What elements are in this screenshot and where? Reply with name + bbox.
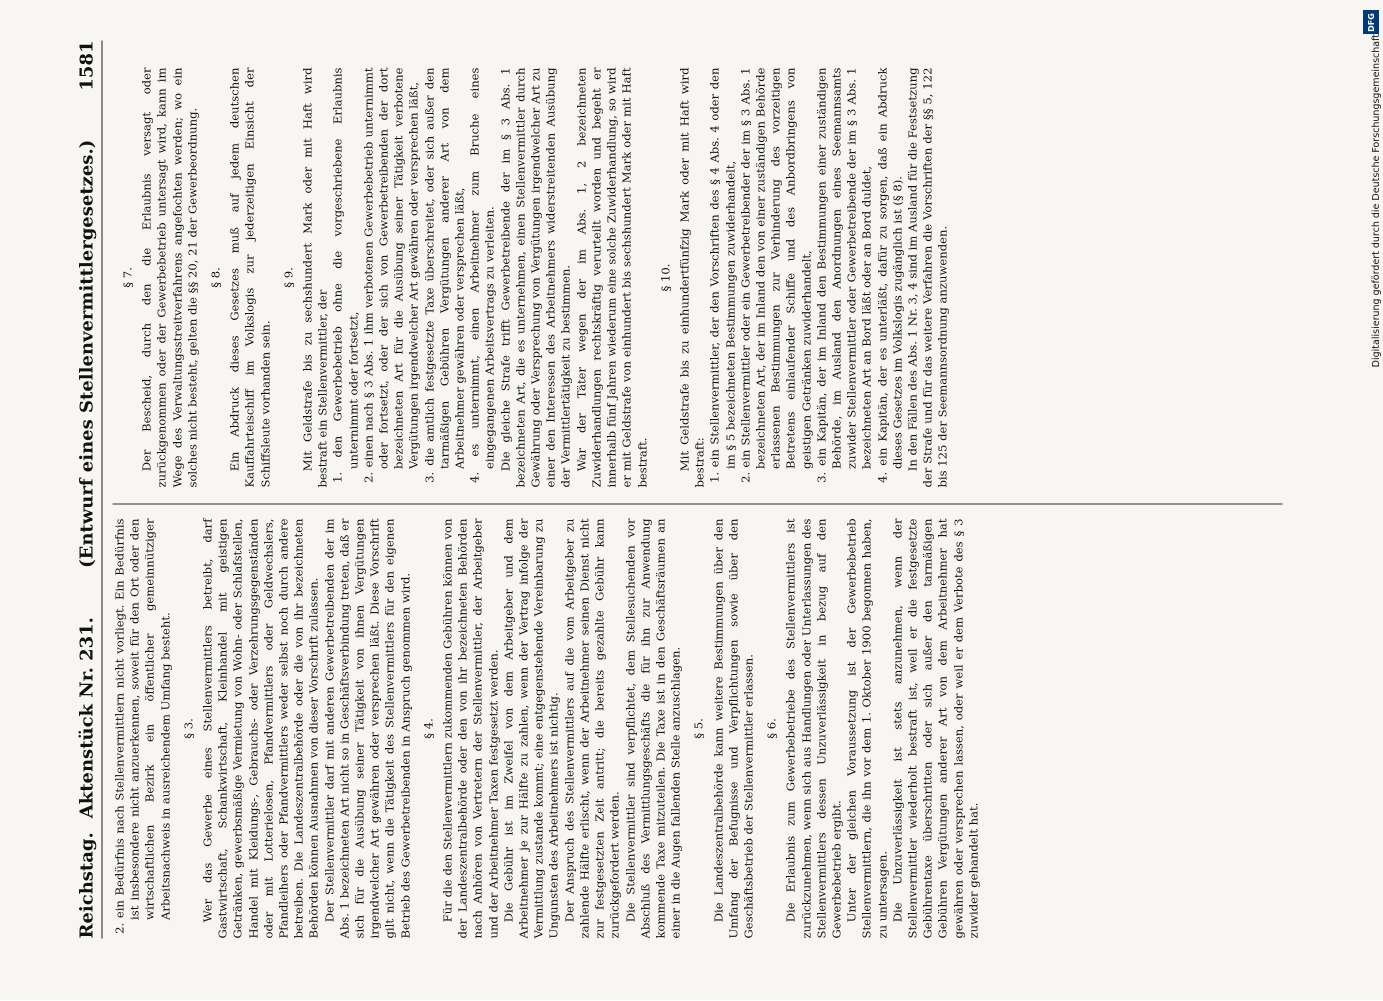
header-chamber: Reichstag. [76, 832, 98, 939]
dfg-logo: DFG [1363, 10, 1379, 34]
paragraph: Die Stellenvermittler sind verpflichtet, dem Stellesuchenden vor Abschluß des Vermittlungsgeschäfts die für ihn zur Anwendung kommende Taxe mitzuteilen. Die Taxe ist in den Geschäftsräumen an einer in die Augen fallenden Stelle anzuschlagen. [623, 518, 683, 939]
paragraph: Unter der gleichen Voraussetzung ist der Gewerbebetrieb Stellenvermittlern, die ihn vor dem 1. Oktober 1900 begonnen haben, zu untersagen. [844, 518, 890, 939]
list-item: 1. den Gewerbebetrieb ohne die vorgeschriebene Erlaubnis unternimmt oder fortsetzt, [330, 67, 361, 483]
page-number: 1581 [76, 40, 98, 91]
paragraph: Mit Geldstrafe bis zu sechshundert Mark oder mit Haft wird bestraft ein Stellenvermittler, der [300, 67, 330, 488]
section-heading: § 3. [181, 718, 196, 739]
list-item: 3. die amtlich festgesetzte Taxe überschreitet, oder sich außer den tarmäßigen Gebühren Vergütungen anderer Art von dem Arbeitnehmer gewähren oder versprechen läßt, [422, 67, 467, 483]
section-heading: § 8. [208, 267, 223, 288]
digitization-notice: Digitalisierung gefördert durch die Deutsche Forschungsgemeinschaft [1371, 34, 1382, 368]
list-item: 4. ein Kapitän, der es unterläßt, dafür zu sorgen, daß ein Abdruck dieses Gesetzes im Volkslogis zugänglich ist (§ 8). [875, 67, 905, 483]
paragraph: Die Erlaubnis zum Gewerbebetriebe des Stellenvermittlers ist zurückzunehmen, wenn sich aus Handlungen oder Unterlassungen des Stellenvermittlers dessen Unzuverlässigkeit in bezug auf den Gewerbebetrieb ergibt. [783, 518, 844, 939]
paragraph: Die Unzuverlässigkeit ist stets anzunehmen, wenn der Stellenvermittler wiederholt bestraft ist, weil er die festgesetzte Gebührentaxe überschritten oder sich außer den tarmäßigen Gebühren Vergütungen anderer Art von dem Arbeitnehmer hat gewähren oder versprechen lassen, oder weil er dem Verbote des § 3 zuwider gehandelt hat. [890, 518, 981, 939]
list-item: 1. ein Stellenvermittler, der den Vorschriften des § 4 Abs. 4 oder den im § 5 bezeichneten Bestimmungen zuwiderhandelt, [707, 67, 738, 483]
paragraph: Ein Abdruck dieses Gesetzes muß auf jedem deutschen Kauffahrteischiff im Volkslogis zur jederzeitigen Einsicht der Schiffsleute vorhanden sein. [227, 67, 273, 488]
section-heading: § 6. [764, 718, 779, 739]
paragraph: Der Stellenvermittler darf mit anderen Gewerbetreibenden der im Abs. 1 bezeichneten Art nicht so in Geschäftsverbindung treten, daß er sich für die Ausübung seiner Tätigkeit von ihnen Vergütungen irgendwelcher Art gewähren oder versprechen läßt. Diese Vorschrift gilt nicht, wenn die Tätigkeit des Stellenvermittlers für den eigenen Betrieb des Gewerbetreibenden in Anspruch genommen wird. [322, 518, 413, 939]
paragraph: In den Fällen des Abs. 1 Nr. 3, 4 sind im Ausland für die Festsetzung der Strafe und für das weitere Verfahren die Vorschriften der §§ 5, 122 bis 125 der Seemannsordnung anzuwenden. [905, 67, 950, 488]
list-item: 3. ein Kapitän, der im Inland den Bestimmungen einer zuständigen Behörde, im Ausland den Anordnungen eines Seemannsamts zuwider Stellenvermittler oder Gewerbetreibende der im § 3 Abs. 1 bezeichneten Art an Bord läßt oder an Bord duldet, [814, 67, 874, 483]
paragraph: Die Landeszentralbehörde kann weitere Bestimmungen über den Umfang der Befugnisse und Verpflichtungen sowie über den Geschäftsbetrieb der Stellenvermittler erlassen. [711, 518, 756, 939]
paragraph: Wer das Gewerbe eines Stellenvermittlers betreibt, darf Gastwirtschaft, Schankwirtschaft, Kleinhandel mit geistigen Getränken, gewerbsmäßige Vermietung von Wohn- oder Schlafstellen, Handel mit Kleidungs-, Gebrauchs- oder Verzehrungsgegenständen oder mit Lotterielosen, Pfandvermittlers oder Geldwechslers, Pfandleihers oder Pfandvermittlers weder selbst noch durch andere betreiben. Die Landeszentralbehörde oder die von ihr bezeichneten Behörden können Ausnahmen von dieser Vorschrift zulassen. [200, 518, 321, 939]
list-item: 2. einen nach § 3 Abs. 1 ihm verbotenen Gewerbebetrieb unternimmt oder fortsetzt, oder der sich von Gewerbetreibenden der dort bezeichneten Art für die Ausübung seiner Tätigkeit verbotene Vergütungen irgendwelcher Art gewähren oder versprechen läßt, [361, 67, 421, 483]
paragraph: War der Täter wegen der im Abs. 1, 2 bezeichneten Zuwiderhandlungen rechtskräftig verurteilt worden und begeht er innerhalb fünf Jahren wiederum eine solche Zuwiderhandlung, so wird er mit Geldstrafe von einhundert bis sechshundert Mark oder mit Haft bestraft. [574, 67, 649, 488]
section-heading: § 5. [691, 718, 706, 739]
section-heading: § 9. [281, 267, 296, 288]
section-heading: § 7. [120, 267, 135, 288]
paragraph: Die Gebühr ist im Zweifel von dem Arbeitgeber und dem Arbeitnehmer je zur Hälfte zu zahlen, wenn der Vertrag infolge der Vermittlung zustande kommt; eine entgegenstehende Vereinbarung zu Ungunsten des Arbeitnehmers ist nichtig. [501, 518, 561, 939]
header-title: (Entwurf eines Stellenvermittlergesetzes.) [76, 139, 98, 568]
left-column [113, 505, 1283, 939]
header-document-number: Aktenstück Nr. 231. [76, 617, 98, 819]
right-column [113, 68, 1283, 505]
dfg-sidebar [1363, 10, 1382, 990]
list-item: 4. es unternimmt, einen Arbeitnehmer zum Bruche eines eingegangenen Arbeitsvertrags zu verleiten. [467, 67, 497, 483]
text-columns [113, 41, 1283, 939]
list-item: 2. ein Stellenvermittler oder ein Gewerbetreibender der im § 3 Abs. 1 bezeichneten Art, der im Inland den von einer zuständigen Behörde erlassenen Bestimmungen zur Verhinderung des vorzeitigen Betretens einlaufender Schiffe und des Anbordbringens von geistigen Getränken zuwiderhandelt, [738, 67, 814, 483]
paragraph: Für die den Stellenvermittlern zukommenden Gebühren können von der Landeszentralbehörde oder den von ihr bezeichneten Behörden nach Anhören von Vertretern der Stellenvermittler, der Arbeitgeber und der Arbeitnehmer Taxen festgesetzt werden. [440, 518, 501, 939]
section-heading: § 10. [658, 263, 673, 292]
list-item: 2. ein Bedürfnis nach Stellenvermittlern nicht vorliegt. Ein Bedürfnis ist insbesondere nicht anzuerkennen, soweit für den Ort oder den wirtschaftlichen Bezirk ein öffentlicher gemeinnütziger Arbeitsnachweis in ausreichendem Umfang besteht. [112, 518, 173, 934]
paragraph: Der Anspruch des Stellenvermittlers auf die vom Arbeitgeber zu zahlende Hälfte erlischt, wenn der Arbeitnehmer seinen Dienst nicht zur festgesetzten Zeit antritt; die bereits gezahlte Gebühr kann zurückgefordert werden. [562, 518, 622, 939]
section-heading: § 4. [421, 718, 436, 739]
paragraph: Der Bescheid, durch den die Erlaubnis versagt oder zurückgenommen oder der Gewerbebetrieb untersagt wird, kann im Wege des Verwaltungsstreitverfahrens angefochten werden; wo ein solches nicht besteht, gelten die §§ 20, 21 der Gewerbeordnung. [139, 67, 200, 488]
running-header [70, 41, 103, 939]
paragraph: Mit Geldstrafe bis zu einhundertfünfzig Mark oder mit Haft wird bestraft: [677, 67, 707, 488]
paragraph: Die gleiche Strafe trifft Gewerbetreibende der im § 3 Abs. 1 bezeichneten Art, die es unternehmen, einen Stellenvermittler durch Gewährung oder Versprechung von Vergütungen irgendwelcher Art zu einer den Interessen des Arbeitnehmers widerstreitenden Ausübung der Vermittlertätigkeit zu bestimmen. [498, 67, 573, 488]
rotated-document-page [0, 1, 1383, 1001]
